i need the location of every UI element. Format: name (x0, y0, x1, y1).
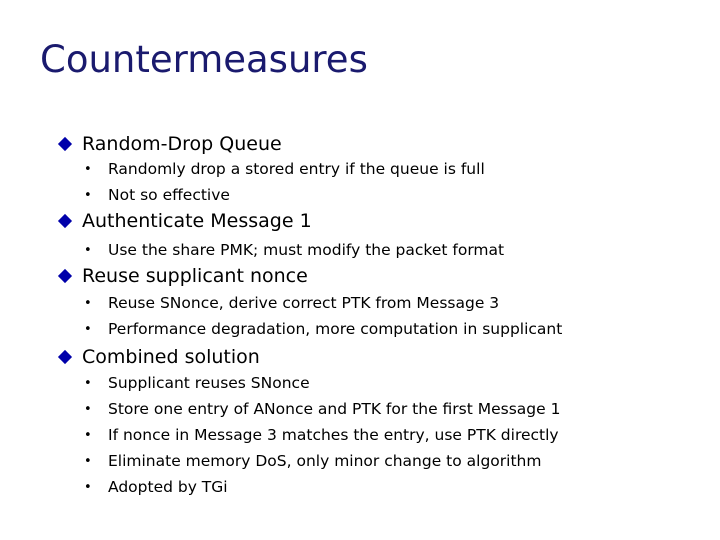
sub-bullet (84, 424, 559, 446)
sub-bullet-dot: • (84, 295, 92, 311)
bullet-text: Authenticate Message 1 (82, 210, 312, 232)
sub-bullet-text: If nonce in Message 3 matches the entry, use PTK directly (108, 426, 559, 444)
bullet-text: Combined solution (82, 346, 260, 368)
sub-bullet-text: Reuse SNonce, derive correct PTK from Message 3 (108, 294, 500, 312)
bullet-text: Reuse supplicant nonce (82, 265, 308, 287)
diamond-bullet-icon (58, 214, 72, 228)
sub-bullet (84, 450, 541, 472)
sub-bullet-text: Not so effective (108, 186, 230, 204)
diamond-bullet-icon (58, 350, 72, 364)
sub-bullet (84, 476, 228, 498)
bullet-reuse-supplicant-nonce (56, 264, 308, 288)
sub-bullet-dot: • (84, 453, 92, 469)
sub-bullet-text: Eliminate memory DoS, only minor change to algorithm (108, 452, 542, 470)
sub-bullet-text: Performance degradation, more computation in supplicant (108, 320, 563, 338)
sub-bullet-dot: • (84, 479, 92, 495)
sub-bullet-dot: • (84, 187, 92, 203)
slide-title: Countermeasures (40, 38, 368, 81)
sub-bullet-text: Use the share PMK; must modify the packet format (108, 241, 505, 259)
sub-bullet-text: Store one entry of ANonce and PTK for the first Message 1 (108, 400, 561, 418)
sub-bullet (84, 292, 499, 314)
sub-bullet-dot: • (84, 375, 92, 391)
sub-bullet-dot: • (84, 401, 92, 417)
sub-bullet-dot: • (84, 242, 92, 258)
sub-bullet-text: Adopted by TGi (108, 478, 228, 496)
diamond-bullet-icon (58, 269, 72, 283)
bullet-authenticate-message-1 (56, 209, 312, 233)
sub-bullet-dot: • (84, 161, 92, 177)
bullet-combined-solution (56, 345, 260, 369)
sub-bullet (84, 398, 560, 420)
sub-bullet (84, 184, 230, 206)
sub-bullet (84, 372, 310, 394)
sub-bullet-dot: • (84, 321, 92, 337)
sub-bullet (84, 158, 485, 180)
sub-bullet-text: Randomly drop a stored entry if the queue is full (108, 160, 485, 178)
sub-bullet (84, 239, 504, 261)
sub-bullet (84, 318, 562, 340)
bullet-random-drop-queue (56, 132, 282, 156)
sub-bullet-text: Supplicant reuses SNonce (108, 374, 310, 392)
bullet-text: Random-Drop Queue (82, 133, 282, 155)
sub-bullet-dot: • (84, 427, 92, 443)
diamond-bullet-icon (58, 137, 72, 151)
